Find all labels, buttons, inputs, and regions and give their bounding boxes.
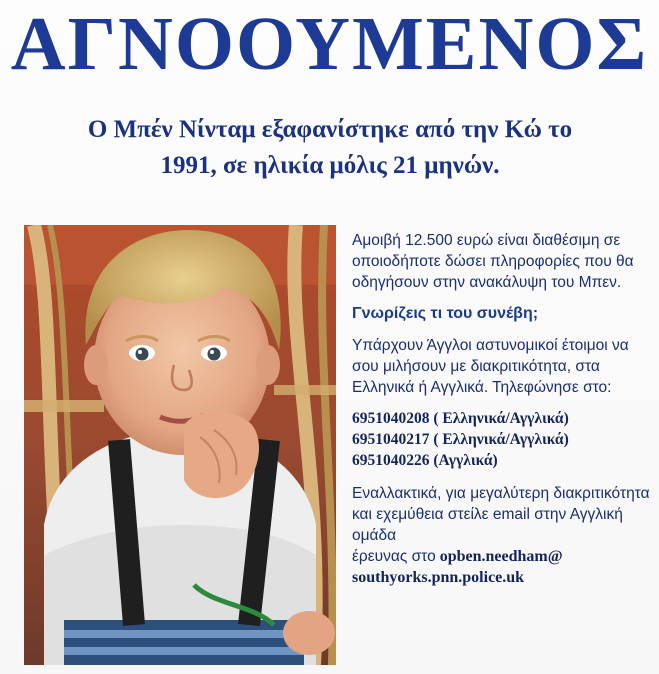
email-prefix: έρευνας στο (352, 548, 436, 565)
poster-subtitle (60, 112, 600, 184)
email-address-part-1: opben.needham@ (439, 548, 563, 565)
email-intro: Εναλλακτικά, για μεγαλύτερη διακριτικότητα και εχεμύθεια στείλε email στην Αγγλική ομάδα (352, 485, 650, 544)
info-column (352, 230, 652, 588)
child-photo (24, 225, 336, 665)
question-heading: Γνωρίζεις τι του συνέβη; (352, 305, 539, 322)
subtitle-line-2: 1991, σε ηλικία μόλις 21 μηνών. (160, 152, 500, 179)
officers-text: Υπάρχουν Άγγλοι αστυνομικοί έτοιμοι να σου μιλήσουν με διακριτικότητα, στα Ελληνικά ή Αγγλικά. Τηλεφώνησε στο: (352, 337, 629, 396)
subtitle-line-1: Ο Μπέν Νίνταμ εξαφανίστηκε από την Κώ το (87, 116, 573, 143)
phone-list (352, 408, 652, 471)
email-line-1 (352, 546, 652, 567)
reward-text: Αμοιβή 12.500 ευρώ είναι διαθέσιμη σε οποιοδήποτε δώσει πληροφορίες που θα οδηγήσουν στην ανακάλυψη του Μπεν. (352, 232, 634, 291)
poster-headline: ΑΓΝΟΟΥΜΕΝΟΣ (10, 2, 649, 86)
email-address-part-2: southyorks.pnn.police.uk (352, 569, 525, 586)
phone-number: 6951040208 ( Ελληνικά/Αγγλικά) (352, 410, 569, 427)
phone-number: 6951040226 (Αγγλικά) (352, 452, 498, 469)
phone-number: 6951040217 ( Ελληνικά/Αγγλικά) (352, 431, 569, 448)
